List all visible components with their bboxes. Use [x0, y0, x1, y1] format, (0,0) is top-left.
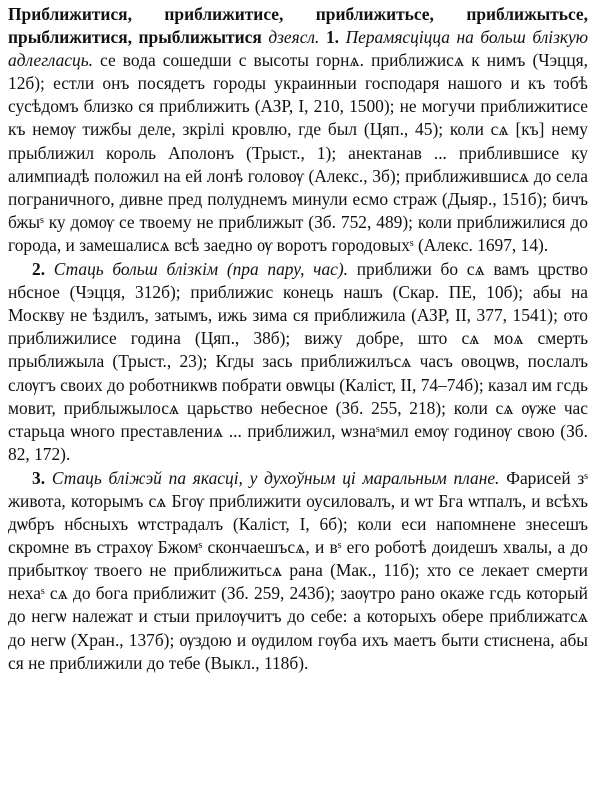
- sense-body-1: се вода сошедши с высоты горнѧ. приближисѧ к нимъ (Чэцця, 12б); естли онъ посядетъ городы украинныи господаря нашого и къ тобѣ сусѣдомъ близко ся приближить (АЗР, I, 210, 1500); не могучи приближитисе къ немѹ тижбы деле, зкрілі кровлю, где был (Цяп., 45); коли сѧ [къ] нему прыближил король Аполонъ (Трыст., 1); анектанав ... приблившисе ку алимпиадѣ положил на ей лонѣ головѹ (Алекс., 3б); приближившисѧ до села пограничного, дивне пред полуднемъ минули есмо страж (Дыяр., 151б); бичъ бжыˢ ку домѹ се твоему не приближыт (Зб. 752, 489); коли приближилися до города, и замешалисѧ всѣ заедно ѹ воротъ городовыхˢ (Алекс. 1697, 14).: [8, 50, 588, 255]
- sense-number-1: 1.: [325, 27, 339, 48]
- entry-sense-1: [8, 3, 588, 257]
- sense-number-3: 3.: [32, 467, 46, 488]
- grammar-label: дзеясл.: [268, 27, 320, 48]
- sense-definition-1: Перамясціцца на больш блізкую адлегласць.: [8, 27, 589, 71]
- sense-definition-3: Стаць бліжэй па якасці, у духоўным ці маральным плане.: [51, 467, 500, 488]
- sense-body-3: Фарисей зˢ живота, которымъ сѧ Бгѹ приближити оусиловалъ, и ѡт Бга ѡтпалъ, и всѣхъ дѡбръ нбсныхъ ѡтстрадалъ (Каліст, I, 6б); коли еси напомнене знесешъ скромне въ страхѹ Бжомˢ скончаешъсѧ, и вˢ его роботѣ доидешъ хвалы, а до прибыткѹ твоего не приближитьсѧ рана (Мак., 11б); хто се лекает смерти нехаˢ сѧ до бога приближит (Зб. 259, 243б); заѹтро рано окаже гсдь который до негѡ належат и стыи прилѹчитъ до себе: а которыхъ обере приближатсѧ до негѡ (Хран., 137б); ѹздою и ѹдилом гѹба ихъ маетъ быти стиснена, абы ся не приближили до тебе (Выкл., 118б).: [8, 467, 588, 673]
- sense-number-2: 2.: [32, 259, 46, 280]
- sense-definition-2: Стаць больш блізкім (пра пару, час).: [53, 259, 349, 280]
- entry-headword: Приближитися, приближитисе, приближитьсе, приближытьсе, прыближитися, прыближытися: [8, 4, 588, 48]
- dictionary-page: [8, 3, 588, 675]
- entry-sense-2: [8, 258, 588, 466]
- entry-sense-3: [8, 467, 588, 675]
- sense-body-2: приближи бо сѧ вамъ црство нбсное (Чэцця, 312б); приближис конець нашъ (Скар. ПЕ, 10б); абы на Москву не ѣздилъ, затымъ, ижь зима ся приближила (АЗР, II, 377, 1541); ото приближилисе година (Цяп., 38б); вижу добре, што сѧ моѧ смерть прыближыла (Трыст., 23); Кгды зась приближилъсѧ часъ овоцѡв, послалъ слѹгъ своих до роботникѡв побрати овѡцы (Каліст, II, 74–74б); казал им гсдь мовит, приблыжылосѧ царьство небесное (Зб. 255, 218); коли сѧ ѹже час старьца ѡного преставлениѧ ... приближил, ѡзнаˢмил емѹ годинѹ свою (Зб. 82, 172).: [8, 259, 588, 464]
